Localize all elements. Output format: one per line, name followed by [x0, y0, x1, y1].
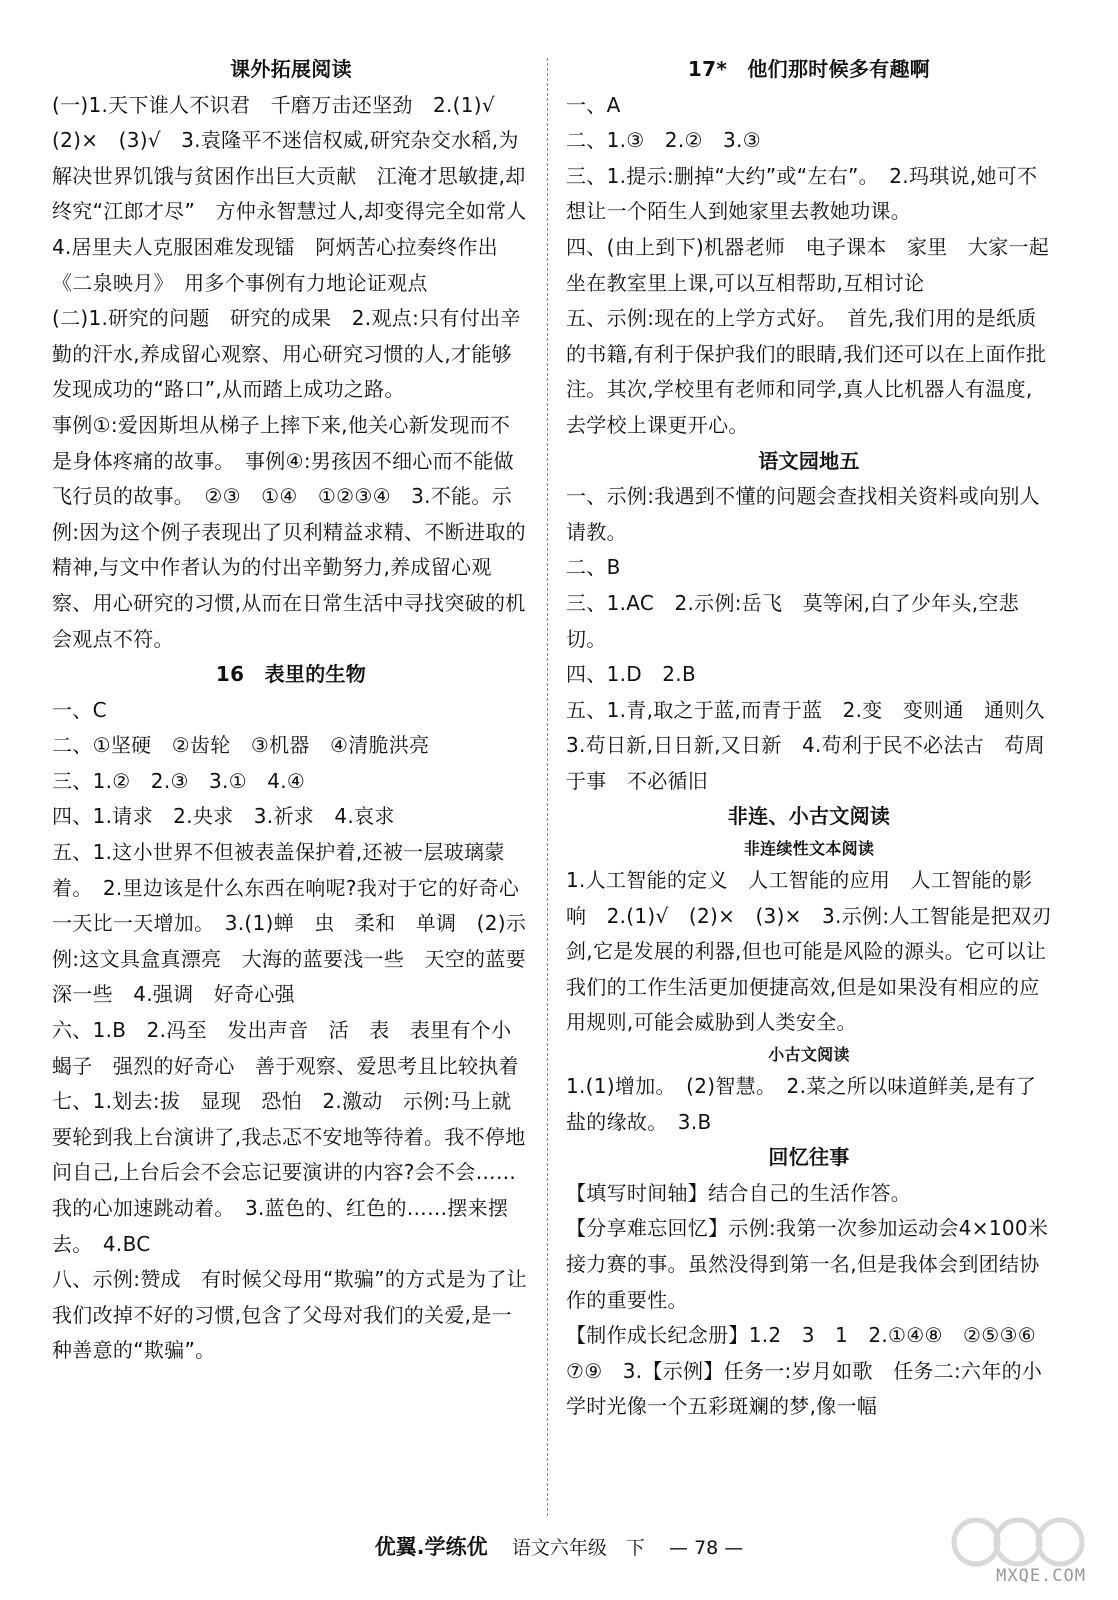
answer-16-2: 二、①坚硬 ②齿轮 ③机器 ④清脆洪亮 [52, 733, 430, 758]
section-title-memories: 回忆往事 [768, 1145, 850, 1170]
answer-nonlinear: 1.人工智能的定义 人工智能的应用 人工智能的影响 2.(1)√ (2)× (3)× 3.示例:人工智能是把双刃剑,它是发展的利器,但也可能是风险的源头。它可以让我们的工作生活更加便捷高效,但是如果没有相应的应用规则,可能会威胁到人类安全。 [566, 868, 1052, 1035]
section-title-garden-5: 语文园地五 [758, 448, 860, 473]
answer-memories-2: 【分享难忘回忆】示例:我第一次参加运动会4×100米接力赛的事。虽然没得到第一名,但是我体会到团结协作的重要性。 [566, 1216, 1049, 1312]
section-title-lesson-16: 16 表里的生物 [215, 662, 367, 687]
answer-garden-2: 二、B [566, 555, 621, 580]
answer-garden-5: 五、1.青,取之于蓝,而青于蓝 2.变 变则通 通则久 3.苟日新,日日新,又日新 4.苟利于民不必法古 苟周于事 不必循旧 [566, 697, 1066, 793]
answer-memories-3: 【制作成长纪念册】1.2 3 1 2.①④⑧ ②⑤③⑥ ⑦⑨ 3.【示例】任务一:岁月如歌 任务二:六年的小学时光像一个五彩斑斓的梦,像一幅 [566, 1323, 1057, 1419]
section-title-extended-reading: 课外拓展阅读 [230, 57, 352, 81]
section-title-lesson-17: 17* 他们那时候多有趣啊 [687, 57, 931, 81]
answer-17-2: 二、1.③ 2.② 3.③ [566, 128, 761, 153]
left-column [52, 52, 547, 1369]
answer-garden-1: 一、示例:我遇到不懂的问题会查找相关资料或向别人请教。 [566, 484, 1040, 544]
answer-17-1: 一、A [566, 92, 621, 117]
answer-17-4: 四、(由上到下)机器老师 电子课本 家里 大家一起坐在教室里上课,可以互相帮助,互相讨论 [566, 234, 1050, 295]
answer-17-3: 三、1.提示:删掉“大约”或“左右”。 2.玛琪说,她可不想让一个陌生人到她家里去教她功课。 [566, 163, 1038, 224]
watermark-text: MXQE.COM [996, 1566, 1086, 1586]
answer-part-2: (二)1.研究的问题 研究的成果 2.观点:只有付出辛勤的汗水,养成留心观察、用心研究习惯的人,才能够发现成功的“路口”,从而踏上成功之路。 [52, 306, 521, 402]
answer-16-6: 六、1.B 2.冯至 发出声音 活 表 表里有个小蝎子 强烈的好奇心 善于观察、爱思考且比较执着 [52, 1018, 519, 1078]
answer-16-4: 四、1.请求 2.央求 3.祈求 4.哀求 [52, 804, 395, 829]
answer-part-1: (一)1.天下谁人不识君 千磨万击还坚劲 2.(1)√ [52, 92, 495, 117]
right-column [566, 52, 1066, 1425]
answer-classical: 1.(1)增加。 (2)智慧。 2.菜之所以味道鲜美,是有了盐的缘故。 3.B [566, 1074, 1037, 1134]
subsection-title-classical: 小古文阅读 [768, 1045, 850, 1065]
footer-page-number: — 78 — [669, 1537, 744, 1559]
answer-part-1-cont: (2)× (3)√ 3.袁隆平不迷信权威,研究杂交水稻,为解决世界饥饿与贫困作出巨大贡献 江淹才思敏捷,却终究“江郎才尽” 方仲永智慧过人,却变得完全如常人 4.居里夫人克服困难发现镭 阿炳苦心拉奏终作出《二泉映月》 用多个事例有力地论证观点 [52, 128, 547, 295]
footer-brand: 优翼.学练优 [374, 1535, 488, 1559]
answer-16-5: 五、1.这小世界不但被表盖保护着,还被一层玻璃蒙着。 2.里边该是什么东西在响呢?我对于它的好奇心一天比一天增加。 3.(1)蝉 虫 柔和 单调 (2)示例:这文具盒真漂亮 大海的蓝要浅一些 天空的蓝要深一些 4.强调 好奇心强 [52, 840, 527, 1007]
answer-16-1: 一、C [52, 697, 107, 722]
subsection-title-nonlinear: 非连续性文本阅读 [743, 839, 875, 859]
answer-17-5: 五、示例:现在的上学方式好。 首先,我们用的是纸质的书籍,有利于保护我们的眼睛,我们还可以在上面作批注。其次,学校里有老师和同学,真人比机器人有温度,去学校上课更开心。 [566, 306, 1047, 437]
answer-memories-1: 【填写时间轴】结合自己的生活作答。 [566, 1180, 912, 1205]
answer-garden-3: 三、1.AC 2.示例:岳飞 莫等闲,白了少年头,空悲切。 [566, 590, 1020, 651]
column-divider [547, 58, 548, 1516]
footer-subject: 语文六年级 下 [511, 1537, 645, 1559]
answer-garden-4: 四、1.D 2.B [566, 662, 696, 687]
answer-16-7: 七、1.划去:拔 显现 恐怕 2.激动 示例:马上就要轮到我上台演讲了,我忐忑不安地等待着。我不停地问自己,上台后会不会忘记要演讲的内容?会不会……我的心加速跳动着。 3.蓝色的、红色的……摆来摆去。 4.BC [52, 1089, 526, 1256]
answer-16-3: 三、1.② 2.③ 3.① 4.④ [52, 768, 306, 793]
section-title-nonlinear-classical: 非连、小古文阅读 [727, 804, 891, 829]
answer-part-3: 事例①:爱因斯坦从梯子上摔下来,他关心新发现而不是身体疼痛的故事。 事例④:男孩因不细心而不能做飞行员的故事。 ②③ ①④ ①②③④ 3.不能。示例:因为这个例子表现出了贝利精益求精、不断进取的精神,与文中作者认为的付出辛勤努力,养成留心观察、用心研究的习惯,从而在日常生活中寻找突破的机会观点不符。 [52, 412, 526, 651]
answer-16-8: 八、示例:赞成 有时候父母用“欺骗”的方式是为了让我们改掉不好的习惯,包含了父母对我们的关爱,是一种善意的“欺骗”。 [52, 1267, 527, 1363]
